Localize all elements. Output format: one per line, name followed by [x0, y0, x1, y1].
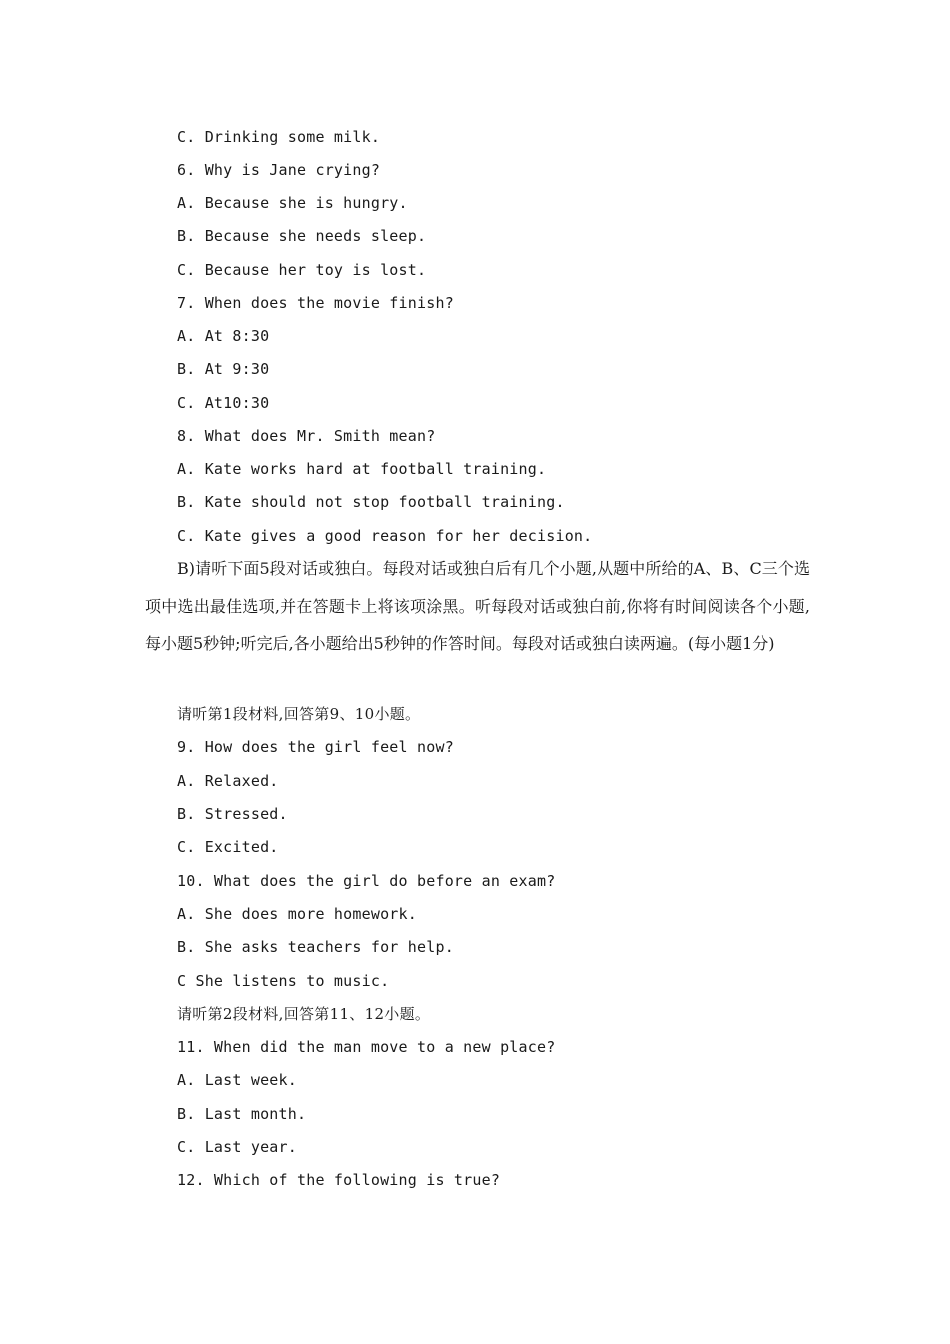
section-b-instructions: B)请听下面5段对话或独白。每段对话或独白后有几个小题,从题中所给的A、B、C三个选项中选出最佳选项,并在答题卡上将该项涂黑。听每段对话或独白前,你将有时间阅读各个小题,每小题5秒钟;听完后,各小题给出5秒钟的作答时间。每段对话或独白读两遍。(每小题1分)	[145, 559, 810, 653]
material-2-heading: 请听第2段材料,回答第11、12小题。	[177, 1005, 431, 1023]
question-9-option-b: B. Stressed.	[177, 805, 288, 823]
question-8: 8. What does Mr. Smith mean?	[177, 427, 436, 445]
question-11: 11. When did the man move to a new place?	[177, 1038, 556, 1056]
question-8-option-c: C. Kate gives a good reason for her decision.	[177, 527, 593, 545]
question-8-option-b: B. Kate should not stop football training.	[177, 493, 565, 511]
question-12: 12. Which of the following is true?	[177, 1171, 501, 1189]
question-9-option-a: A. Relaxed.	[177, 772, 279, 790]
question-9-option-c: C. Excited.	[177, 838, 279, 856]
question-6-option-c: C. Because her toy is lost.	[177, 261, 427, 279]
question-7-option-c: C. At10:30	[177, 394, 270, 412]
question-6-option-b: B. Because she needs sleep.	[177, 227, 427, 245]
question-10-option-b: B. She asks teachers for help.	[177, 938, 454, 956]
question-7: 7. When does the movie finish?	[177, 294, 454, 312]
question-7-option-a: A. At 8:30	[177, 327, 270, 345]
question-11-option-c: C. Last year.	[177, 1138, 297, 1156]
question-9: 9. How does the girl feel now?	[177, 738, 454, 756]
question-10: 10. What does the girl do before an exam?	[177, 872, 556, 890]
question-5-option-c: C. Drinking some milk.	[177, 128, 381, 146]
question-10-option-a: A. She does more homework.	[177, 905, 417, 923]
question-11-option-a: A. Last week.	[177, 1071, 297, 1089]
question-7-option-b: B. At 9:30	[177, 360, 270, 378]
question-11-option-b: B. Last month.	[177, 1105, 307, 1123]
question-6-option-a: A. Because she is hungry.	[177, 194, 408, 212]
material-1-heading: 请听第1段材料,回答第9、10小题。	[177, 705, 421, 723]
question-10-option-c: C She listens to music.	[177, 972, 390, 990]
question-6: 6. Why is Jane crying?	[177, 161, 381, 179]
question-8-option-a: A. Kate works hard at football training.	[177, 460, 547, 478]
